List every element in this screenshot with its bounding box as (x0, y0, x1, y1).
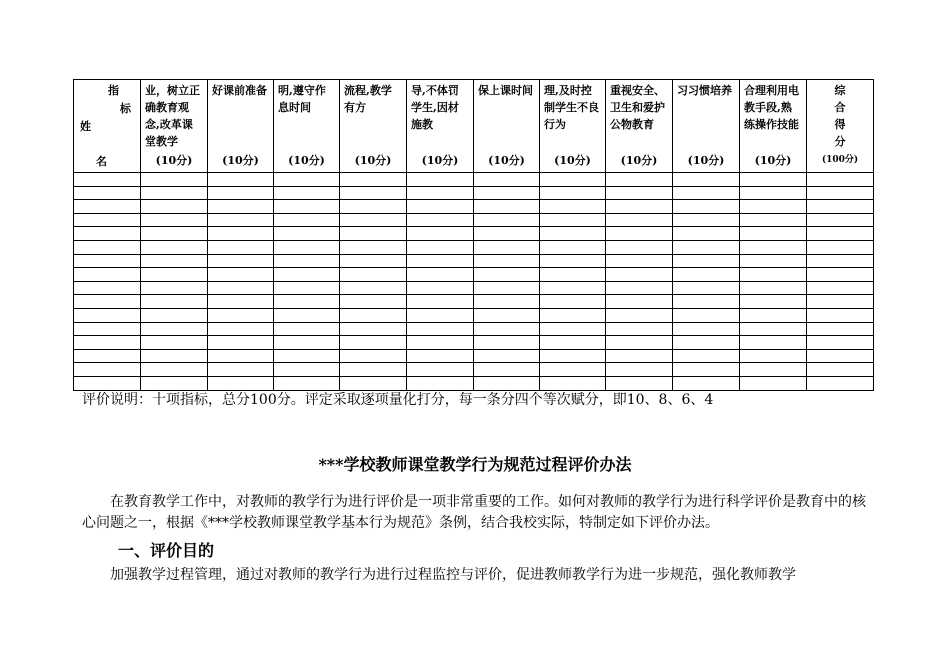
table-cell[interactable] (274, 240, 340, 254)
table-cell[interactable] (74, 240, 141, 254)
header-label-biao: 标 (120, 102, 131, 115)
header-points: (10分) (687, 154, 725, 167)
table-cell[interactable] (74, 200, 141, 214)
table-cell[interactable] (540, 281, 606, 295)
header-label-ming: 名 (96, 155, 107, 168)
table-cell[interactable] (740, 322, 807, 336)
table-row (74, 200, 874, 214)
table-cell[interactable] (474, 295, 540, 309)
table-cell[interactable] (606, 240, 673, 254)
table-cell[interactable] (141, 281, 208, 295)
header-col-3 (274, 80, 340, 173)
table-cell[interactable] (740, 336, 807, 350)
table-cell[interactable] (606, 349, 673, 363)
table-cell[interactable] (740, 363, 807, 377)
table-cell[interactable] (474, 349, 540, 363)
table-cell[interactable] (274, 173, 340, 187)
table-cell[interactable] (407, 308, 474, 322)
table-cell[interactable] (407, 227, 474, 241)
table-cell[interactable] (74, 336, 141, 350)
header-text: 明,遵守作息时间 (278, 84, 326, 114)
table-row (74, 240, 874, 254)
table-cell[interactable] (740, 213, 807, 227)
header-points-total: (100分) (821, 155, 859, 165)
table-cell[interactable] (540, 349, 606, 363)
header-col-10 (740, 80, 807, 173)
table-cell[interactable] (540, 200, 606, 214)
table-cell[interactable] (540, 363, 606, 377)
table-cell[interactable] (606, 322, 673, 336)
table-cell[interactable] (673, 240, 740, 254)
table-cell[interactable] (474, 322, 540, 336)
table-cell[interactable] (540, 268, 606, 282)
table-cell[interactable] (540, 173, 606, 187)
table-row (74, 363, 874, 377)
header-points: (10分) (620, 154, 658, 167)
table-row (74, 281, 874, 295)
table-cell[interactable] (141, 200, 208, 214)
table-row (74, 227, 874, 241)
table-cell[interactable] (740, 186, 807, 200)
table-cell[interactable] (141, 295, 208, 309)
table-cell[interactable] (74, 295, 141, 309)
table-cell[interactable] (673, 173, 740, 187)
table-cell[interactable] (274, 336, 340, 350)
table-cell[interactable] (74, 186, 141, 200)
table-cell[interactable] (807, 349, 874, 363)
table-cell[interactable] (606, 227, 673, 241)
table-cell[interactable] (208, 254, 274, 268)
header-text: 合理利用电教手段,熟练操作技能 (744, 84, 799, 131)
table-cell[interactable] (673, 186, 740, 200)
table-cell[interactable] (407, 240, 474, 254)
table-cell[interactable] (474, 363, 540, 377)
table-cell[interactable] (208, 295, 274, 309)
table-cell[interactable] (208, 376, 274, 390)
table-cell[interactable] (807, 227, 874, 241)
table-cell[interactable] (540, 186, 606, 200)
table-cell[interactable] (274, 281, 340, 295)
table-cell[interactable] (807, 363, 874, 377)
table-row (74, 213, 874, 227)
header-text: 习习惯培养 (677, 84, 732, 97)
document-title: ***学校教师课堂教学行为规范过程评价办法 (318, 455, 632, 474)
header-points: (10分) (421, 154, 459, 167)
table-cell[interactable] (474, 186, 540, 200)
table-row (74, 268, 874, 282)
table-cell[interactable] (407, 213, 474, 227)
table-row (74, 336, 874, 350)
table-cell[interactable] (606, 268, 673, 282)
table-cell[interactable] (141, 268, 208, 282)
table-cell[interactable] (208, 322, 274, 336)
header-points: (10分) (754, 154, 792, 167)
table-cell[interactable] (807, 213, 874, 227)
table-row (74, 295, 874, 309)
table-cell[interactable] (673, 227, 740, 241)
table-cell[interactable] (474, 254, 540, 268)
table-cell[interactable] (673, 349, 740, 363)
table-cell[interactable] (807, 268, 874, 282)
purpose-paragraph: 加强教学过程管理，通过对教师的教学行为进行过程监控与评价，促进教师教学行为进一步规范，强化教师教学 (110, 567, 796, 583)
table-cell[interactable] (141, 336, 208, 350)
table-cell[interactable] (407, 295, 474, 309)
table-cell[interactable] (340, 376, 407, 390)
table-cell[interactable] (141, 186, 208, 200)
table-cell[interactable] (740, 349, 807, 363)
table-cell[interactable] (74, 308, 141, 322)
table-cell[interactable] (740, 295, 807, 309)
table-row (74, 349, 874, 363)
table-cell[interactable] (208, 308, 274, 322)
table-cell[interactable] (474, 376, 540, 390)
table-cell[interactable] (208, 268, 274, 282)
table-cell[interactable] (740, 200, 807, 214)
table-cell[interactable] (208, 240, 274, 254)
header-points: (10分) (155, 154, 193, 167)
table-cell[interactable] (540, 213, 606, 227)
total-label-zong: 综 (834, 84, 846, 97)
total-label-fen: 分 (834, 135, 846, 148)
table-cell[interactable] (141, 308, 208, 322)
table-cell[interactable] (340, 240, 407, 254)
table-cell[interactable] (141, 322, 208, 336)
table-cell[interactable] (340, 308, 407, 322)
table-cell[interactable] (807, 322, 874, 336)
table-cell[interactable] (141, 227, 208, 241)
table-header-row (74, 80, 874, 173)
table-cell[interactable] (474, 336, 540, 350)
table-cell[interactable] (340, 213, 407, 227)
table-row (74, 376, 874, 390)
header-col-1 (141, 80, 208, 173)
table-cell[interactable] (673, 200, 740, 214)
table-cell[interactable] (274, 349, 340, 363)
table-cell[interactable] (274, 254, 340, 268)
table-cell[interactable] (673, 308, 740, 322)
table-cell[interactable] (274, 376, 340, 390)
table-cell[interactable] (274, 308, 340, 322)
table-cell[interactable] (208, 363, 274, 377)
table-cell[interactable] (340, 349, 407, 363)
table-cell[interactable] (407, 363, 474, 377)
table-cell[interactable] (274, 295, 340, 309)
table-cell[interactable] (74, 376, 141, 390)
table-cell[interactable] (474, 173, 540, 187)
table-cell[interactable] (340, 200, 407, 214)
table-cell[interactable] (807, 336, 874, 350)
header-col-7 (540, 80, 606, 173)
table-cell[interactable] (807, 281, 874, 295)
table-cell[interactable] (340, 322, 407, 336)
table-cell[interactable] (807, 200, 874, 214)
table-cell[interactable] (540, 308, 606, 322)
header-indicator-name (74, 80, 141, 173)
section-heading-purpose: 一、评价目的 (118, 541, 215, 560)
table-row (74, 322, 874, 336)
table-cell[interactable] (740, 227, 807, 241)
table-cell[interactable] (74, 227, 141, 241)
table-cell[interactable] (340, 363, 407, 377)
table-cell[interactable] (274, 213, 340, 227)
table-cell[interactable] (540, 227, 606, 241)
table-cell[interactable] (540, 295, 606, 309)
table-cell[interactable] (141, 240, 208, 254)
table-cell[interactable] (274, 186, 340, 200)
table-cell[interactable] (74, 254, 141, 268)
table-cell[interactable] (474, 213, 540, 227)
table-cell[interactable] (407, 376, 474, 390)
table-cell[interactable] (74, 363, 141, 377)
table-cell[interactable] (540, 322, 606, 336)
table-cell[interactable] (606, 295, 673, 309)
table-cell[interactable] (606, 186, 673, 200)
header-text: 保上课时间 (478, 84, 533, 97)
table-cell[interactable] (673, 281, 740, 295)
table-cell[interactable] (673, 268, 740, 282)
table-cell[interactable] (208, 200, 274, 214)
table-cell[interactable] (208, 349, 274, 363)
header-text: 流程,教学有方 (344, 84, 392, 114)
table-cell[interactable] (807, 240, 874, 254)
table-cell[interactable] (606, 308, 673, 322)
header-points: (10分) (354, 154, 392, 167)
table-cell[interactable] (407, 349, 474, 363)
table-cell[interactable] (274, 200, 340, 214)
table-cell[interactable] (340, 295, 407, 309)
table-cell[interactable] (340, 336, 407, 350)
table-row (74, 308, 874, 322)
table-cell[interactable] (606, 376, 673, 390)
table-cell[interactable] (740, 308, 807, 322)
table-cell[interactable] (407, 186, 474, 200)
table-cell[interactable] (340, 173, 407, 187)
table-row (74, 254, 874, 268)
table-cell[interactable] (740, 376, 807, 390)
table-cell[interactable] (274, 268, 340, 282)
header-text: 重视安全、卫生和爱护公物教育 (610, 84, 665, 131)
table-cell[interactable] (673, 213, 740, 227)
header-text: 导,不体罚学生,因材施教 (411, 84, 459, 131)
header-points: (10分) (222, 154, 259, 167)
table-cell[interactable] (340, 186, 407, 200)
intro-paragraph: 在教育教学工作中，对教师的教学行为进行评价是一项非常重要的工作。如何对教师的教学行为进行科学评价是教育中的核心问题之一，根据《***学校教师课堂教学基本行为规范》条例，结合我校实际，特制定如下评价办法。 (82, 494, 866, 531)
table-cell[interactable] (807, 308, 874, 322)
header-label-zhi: 指 (108, 84, 119, 97)
header-col-4 (340, 80, 407, 173)
header-points: (10分) (488, 154, 525, 167)
table-cell[interactable] (807, 186, 874, 200)
table-cell[interactable] (740, 240, 807, 254)
table-cell[interactable] (274, 227, 340, 241)
table-cell[interactable] (673, 254, 740, 268)
table-cell[interactable] (407, 254, 474, 268)
table-cell[interactable] (74, 173, 141, 187)
table-cell[interactable] (740, 254, 807, 268)
table-cell[interactable] (141, 173, 208, 187)
table-cell[interactable] (340, 268, 407, 282)
table-cell[interactable] (274, 363, 340, 377)
table-cell[interactable] (407, 268, 474, 282)
table-cell[interactable] (540, 254, 606, 268)
table-cell[interactable] (673, 295, 740, 309)
header-col-6 (474, 80, 540, 173)
header-col-5 (407, 80, 474, 173)
table-cell[interactable] (474, 240, 540, 254)
header-text: 好课前准备 (212, 84, 267, 97)
table-cell[interactable] (74, 268, 141, 282)
table-cell[interactable] (540, 240, 606, 254)
total-label-he: 合 (834, 101, 846, 114)
table-cell[interactable] (673, 322, 740, 336)
header-col-2 (208, 80, 274, 173)
table-cell[interactable] (606, 363, 673, 377)
table-cell[interactable] (606, 336, 673, 350)
header-points: (10分) (554, 154, 591, 167)
table-cell[interactable] (74, 322, 141, 336)
table-cell[interactable] (740, 268, 807, 282)
table-cell[interactable] (274, 322, 340, 336)
table-cell[interactable] (807, 376, 874, 390)
evaluation-table-container (73, 79, 873, 391)
table-cell[interactable] (807, 295, 874, 309)
table-cell[interactable] (208, 173, 274, 187)
table-cell[interactable] (407, 281, 474, 295)
table-cell[interactable] (540, 376, 606, 390)
header-text: 理,及时控制学生不良行为 (544, 84, 599, 131)
table-cell[interactable] (74, 213, 141, 227)
header-col-8 (606, 80, 673, 173)
table-cell[interactable] (208, 186, 274, 200)
header-col-9 (673, 80, 740, 173)
header-text: 业，树立正确教育观念,改革课堂教学 (145, 84, 200, 148)
table-cell[interactable] (74, 349, 141, 363)
table-cell[interactable] (208, 281, 274, 295)
table-row (74, 186, 874, 200)
table-cell[interactable] (74, 281, 141, 295)
table-cell[interactable] (606, 173, 673, 187)
table-cell[interactable] (606, 254, 673, 268)
table-cell[interactable] (141, 363, 208, 377)
evaluation-table (73, 79, 874, 391)
table-cell[interactable] (340, 227, 407, 241)
table-cell[interactable] (807, 254, 874, 268)
evaluation-note: 评价说明：十项指标，总分100分。评定采取逐项量化打分，每一条分四个等次赋分，即10、8、6、4 (82, 392, 714, 408)
table-cell[interactable] (407, 322, 474, 336)
header-label-xing: 姓 (80, 120, 91, 133)
table-cell[interactable] (606, 200, 673, 214)
table-cell[interactable] (740, 281, 807, 295)
table-row (74, 173, 874, 187)
table-cell[interactable] (474, 268, 540, 282)
table-cell[interactable] (208, 213, 274, 227)
table-cell[interactable] (606, 281, 673, 295)
table-cell[interactable] (807, 173, 874, 187)
table-cell[interactable] (141, 376, 208, 390)
table-cell[interactable] (740, 173, 807, 187)
table-cell[interactable] (141, 254, 208, 268)
table-cell[interactable] (673, 336, 740, 350)
table-cell[interactable] (208, 336, 274, 350)
table-cell[interactable] (407, 336, 474, 350)
table-cell[interactable] (474, 281, 540, 295)
table-cell[interactable] (407, 200, 474, 214)
total-label-de: 得 (834, 118, 846, 131)
table-cell[interactable] (340, 281, 407, 295)
table-cell[interactable] (141, 349, 208, 363)
table-cell[interactable] (141, 213, 208, 227)
table-cell[interactable] (340, 254, 407, 268)
table-cell[interactable] (606, 213, 673, 227)
header-total-score (807, 80, 874, 173)
table-cell[interactable] (474, 200, 540, 214)
table-cell[interactable] (474, 227, 540, 241)
header-points: (10分) (288, 154, 325, 167)
table-body (74, 173, 874, 391)
table-cell[interactable] (208, 227, 274, 241)
table-cell[interactable] (474, 308, 540, 322)
table-cell[interactable] (407, 173, 474, 187)
table-cell[interactable] (673, 363, 740, 377)
table-cell[interactable] (673, 376, 740, 390)
table-cell[interactable] (540, 336, 606, 350)
